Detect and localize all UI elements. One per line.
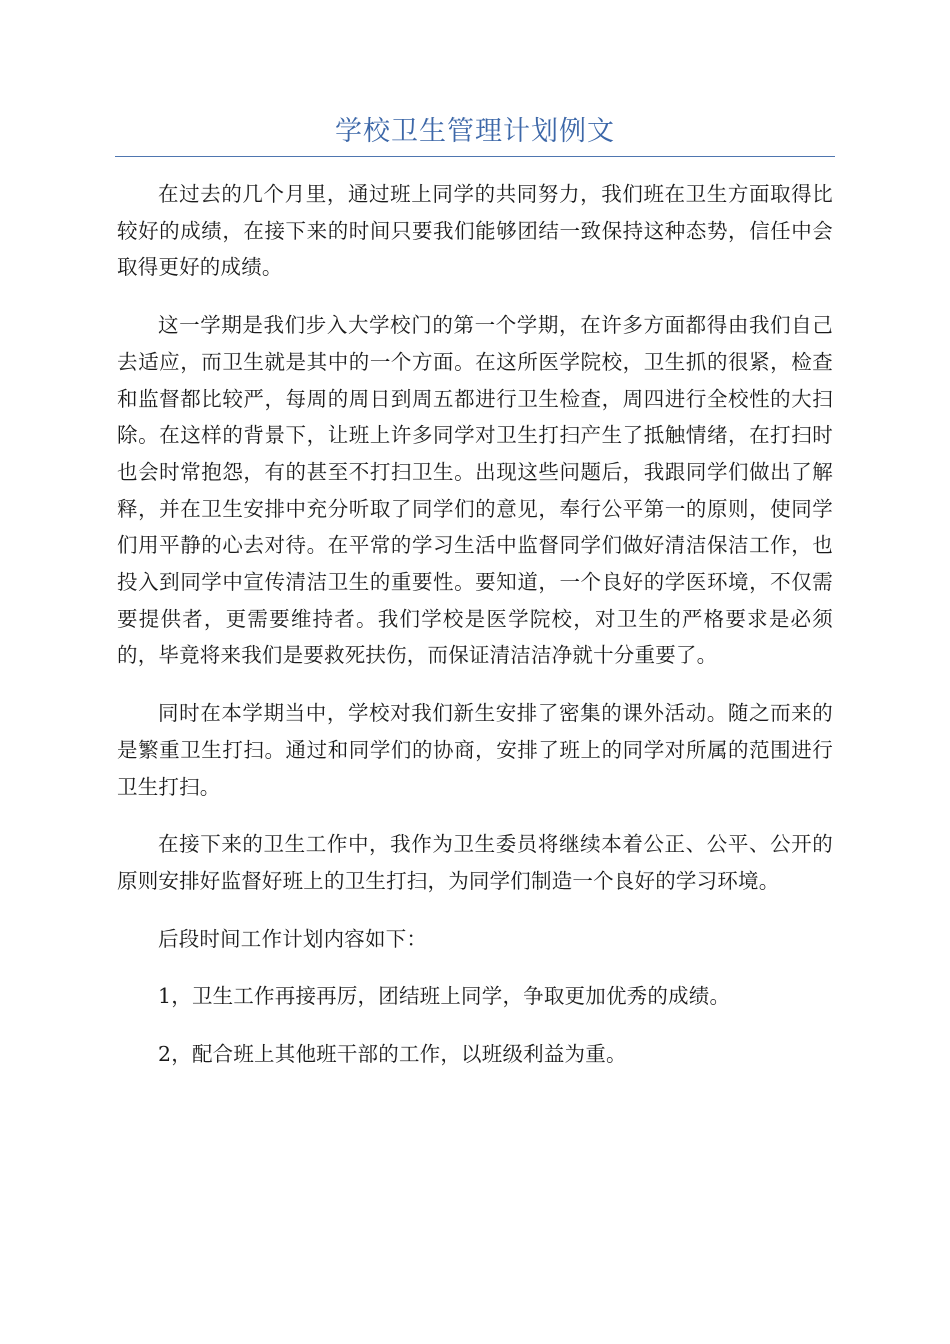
paragraph-3: 同时在本学期当中，学校对我们新生安排了密集的课外活动。随之而来的是繁重卫生打扫。通过和同学们的协商，安排了班上的同学对所属的范围进行卫生打扫。 [117, 701, 833, 799]
list-item-2: 2，配合班上其他班干部的工作，以班级利益为重。 [158, 1042, 627, 1067]
document-body [117, 176, 833, 1094]
title-block [115, 112, 835, 157]
list-item-1: 1，卫生工作再接再厉，团结班上同学，争取更加优秀的成绩。 [158, 984, 731, 1009]
paragraph-4: 在接下来的卫生工作中，我作为卫生委员将继续本着公正、公平、公开的原则安排好监督好班上的卫生打扫，为同学们制造一个良好的学习环境。 [117, 832, 833, 893]
paragraph-1: 在过去的几个月里，通过班上同学的共同努力，我们班在卫生方面取得比较好的成绩，在接下来的时间只要我们能够团结一致保持这种态势，信任中会取得更好的成绩。 [117, 182, 833, 280]
paragraph-2: 这一学期是我们步入大学校门的第一个学期，在许多方面都得由我们自己去适应，而卫生就是其中的一个方面。在这所医学院校，卫生抓的很紧，检查和监督都比较严，每周的周日到周五都进行卫生检查，周四进行全校性的大扫除。在这样的背景下，让班上许多同学对卫生打扫产生了抵触情绪，在打扫时也会时常抱怨，有的甚至不打扫卫生。出现这些问题后，我跟同学们做出了解释，并在卫生安排中充分听取了同学们的意见，奉行公平第一的原则，使同学们用平静的心去对待。在平常的学习生活中监督同学们做好清洁保洁工作，也投入到同学中宣传清洁卫生的重要性。要知道，一个良好的学医环境，不仅需要提供者，更需要维持者。我们学校是医学院校，对卫生的严格要求是必须的，毕竟将来我们是要救死扶伤，而保证清洁洁净就十分重要了。 [117, 313, 833, 668]
paragraph-plan-intro: 后段时间工作计划内容如下： [158, 926, 428, 951]
document-title: 学校卫生管理计划例文 [335, 116, 615, 147]
